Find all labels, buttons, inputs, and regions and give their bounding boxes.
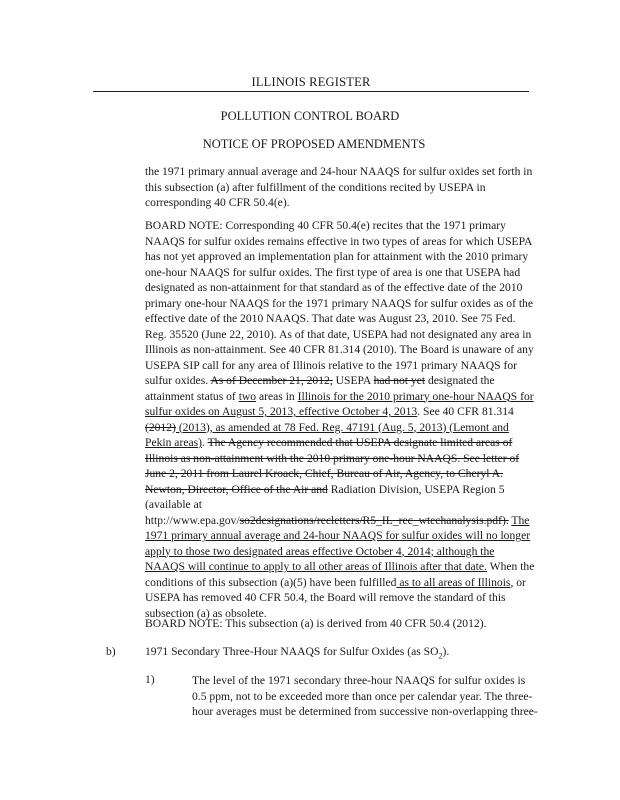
note-text: BOARD NOTE: Corresponding 40 CFR 50.4(e) recites that the 1971 primary NAAQS for sulfur oxides remains effective in two types of areas for which USEPA has not yet approved an implementation plan for attainment with the 2010 primary one-hour NAAQS for sulfur oxides. The first type of area is one that USEPA had designated as non-attainment for that standard as of the effective date of the 2010 primary one-hour NAAQS for the 1971 primary NAAQS for sulfur oxides as of the effective date of the 2010 NAAQS. That date was August 23, 2010. See 75 Fed. Reg. 35520 (June 22, 2010). As of that date, USEPA had not designated any area in Illinois as non-attainment. See 40 CFR 81.314 (2010). The Board is unaware of any USEPA SIP call for any area of Illinois relative to the 1971 primary NAAQS for sulfur oxides. — [145, 219, 534, 387]
inserted-text: The 1971 primary annual average and 24-hour NAAQS for sulfur oxides will no longer apply to those two designated areas effective October 4, 2014; although the NAAQS will continue to apply to all other areas of Illinois after that date. — [145, 513, 531, 573]
note-text: USEPA — [332, 374, 374, 387]
note-text: When the conditions of this subsection (a)(5) have been fulfilled — [145, 560, 535, 589]
inserted-text: two — [238, 389, 257, 403]
subsection-title — [145, 645, 449, 660]
note-text: designated the attainment status of — [145, 374, 495, 403]
subsection-title-close: ). — [442, 645, 450, 658]
note-text: Radiation Division, USEPA Region 5 (available at http://www.epa.gov/ — [145, 482, 505, 527]
struck-text: had not yet — [373, 374, 426, 387]
note-text: areas in — [256, 389, 298, 403]
subsection-label: b) — [106, 645, 116, 658]
inserted-text: Illinois for the 2010 primary one-hour NAAQS for sulfur oxides on August 5, 2013, effective October 4, 2013 — [145, 389, 534, 418]
struck-text: As of December 21, 2012, — [210, 374, 333, 387]
subscript: 2 — [438, 651, 443, 661]
item-label: 1) — [145, 673, 155, 686]
struck-text: so2designations/recletters/R5_IL_rec_wtechanalysis.pdf). — [239, 513, 509, 527]
board-heading: POLLUTION CONTROL BOARD — [220, 109, 400, 123]
struck-text: The Agency recommended that USEPA designate limited areas of Illinois as non-attainment with the 2010 primary one-hour NAAQS. See letter of June 2, 2011 from Laurel Kroack, Chief, Bureau of Air, Agency, to Cheryl A. Newton, Director, Office of the Air and — [145, 436, 520, 496]
item-text: The level of the 1971 secondary three-hour NAAQS for sulfur oxides is 0.5 ppm, not to be exceeded more than once per calendar year. The three-hour averages must be determined from successive non-overlapping three- — [192, 674, 538, 718]
note-text: . — [201, 436, 208, 449]
paragraph-continuation: the 1971 primary annual average and 24-hour NAAQS for sulfur oxides set forth in this subsection (a) after fulfillment of the conditions recited by USEPA in corresponding 40 CFR 50.4(e). — [145, 165, 533, 209]
inserted-text: (2013), as amended at 78 Fed. Reg. 47191 (Aug. 5, 2013) (Lemont and Pekin areas) — [145, 420, 509, 449]
note-text: , or USEPA has removed 40 CFR 50.4, the Board will remove the standard of this subsection (a) as obsolete. — [145, 575, 526, 620]
notice-heading: NOTICE OF PROPOSED AMENDMENTS — [202, 137, 426, 151]
board-note-paragraph — [145, 218, 535, 621]
board-note-source: BOARD NOTE: This subsection (a) is derived from 40 CFR 50.4 (2012). — [145, 617, 487, 630]
inserted-text: as to all areas of Illinois — [396, 575, 511, 589]
subsection-title-text: 1971 Secondary Three-Hour NAAQS for Sulfur Oxides (as SO — [145, 645, 439, 658]
note-text: . See 40 CFR 81.314 — [417, 405, 514, 418]
struck-text: (2012) — [145, 420, 176, 434]
register-header: ILLINOIS REGISTER — [93, 75, 529, 92]
